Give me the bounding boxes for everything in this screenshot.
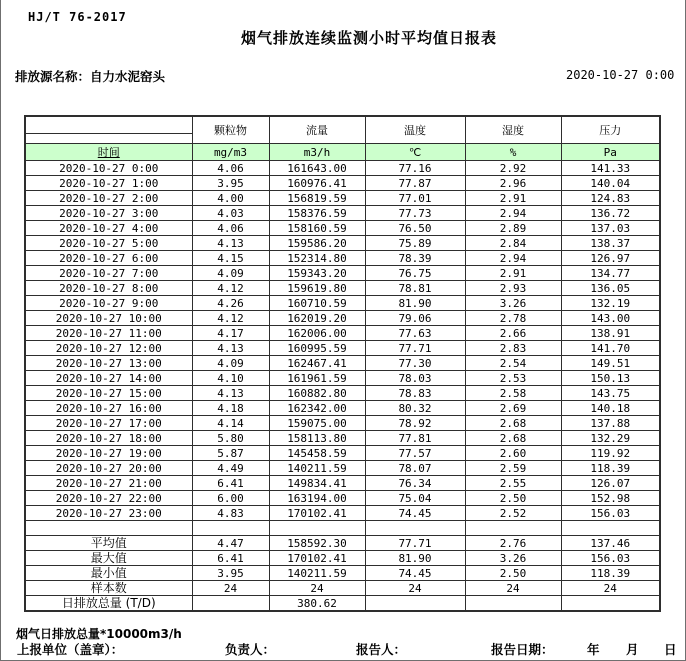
value-cell: 78.07 (365, 461, 465, 476)
hourly-data-row (25, 311, 660, 326)
value-cell: 2.68 (465, 416, 561, 431)
value-cell: 74.45 (365, 566, 465, 581)
value-cell: 78.83 (365, 386, 465, 401)
value-cell: 2.50 (465, 566, 561, 581)
value-cell: 2.76 (465, 536, 561, 551)
value-cell: 76.34 (365, 476, 465, 491)
value-cell: 152.98 (561, 491, 660, 506)
spacer-cell (192, 521, 269, 536)
value-cell: 140.18 (561, 401, 660, 416)
value-cell: 2.89 (465, 221, 561, 236)
unit-pressure: Pa (561, 144, 660, 161)
value-cell: 118.39 (561, 566, 660, 581)
value-cell: 145458.59 (269, 446, 365, 461)
hourly-data-row (25, 476, 660, 491)
value-cell: 2.60 (465, 446, 561, 461)
summary-rows (25, 536, 660, 612)
value-cell: 24 (192, 581, 269, 596)
spacer-row (25, 521, 660, 536)
row-label-cell: 2020-10-27 12:00 (25, 341, 192, 356)
value-cell: 2.52 (465, 506, 561, 521)
total-emission-note: 烟气日排放总量*10000m3/h (16, 627, 182, 641)
hourly-data-row (25, 491, 660, 506)
value-cell: 160976.41 (269, 176, 365, 191)
value-cell: 4.13 (192, 341, 269, 356)
value-cell: 4.18 (192, 401, 269, 416)
row-label-cell: 样本数 (25, 581, 192, 596)
value-cell: 158113.80 (269, 431, 365, 446)
value-cell: 81.90 (365, 551, 465, 566)
value-cell: 152314.80 (269, 251, 365, 266)
column-header-humidity: 湿度 (465, 116, 561, 144)
value-cell: 158160.59 (269, 221, 365, 236)
row-label-cell: 2020-10-27 2:00 (25, 191, 192, 206)
value-cell: 132.19 (561, 296, 660, 311)
unit-humidity: % (465, 144, 561, 161)
value-cell: 2.69 (465, 401, 561, 416)
value-cell: 156.03 (561, 551, 660, 566)
value-cell: 150.13 (561, 371, 660, 386)
value-cell: 136.05 (561, 281, 660, 296)
value-cell: 141.70 (561, 341, 660, 356)
value-cell: 5.80 (192, 431, 269, 446)
value-cell: 2.55 (465, 476, 561, 491)
value-cell: 6.41 (192, 551, 269, 566)
title-row (1, 27, 686, 48)
value-cell: 137.03 (561, 221, 660, 236)
hourly-data-row (25, 386, 660, 401)
hourly-data-row (25, 221, 660, 236)
value-cell: 2.92 (465, 161, 561, 176)
row-label-cell: 2020-10-27 5:00 (25, 236, 192, 251)
hourly-data-row (25, 431, 660, 446)
row-label-cell: 2020-10-27 3:00 (25, 206, 192, 221)
value-cell: 3.95 (192, 176, 269, 191)
value-cell: 2.84 (465, 236, 561, 251)
value-cell (192, 596, 269, 612)
value-cell: 77.01 (365, 191, 465, 206)
value-cell: 2.78 (465, 311, 561, 326)
value-cell: 75.04 (365, 491, 465, 506)
value-cell: 2.94 (465, 206, 561, 221)
value-cell: 4.06 (192, 221, 269, 236)
hourly-data-row (25, 356, 660, 371)
row-label-cell: 2020-10-27 13:00 (25, 356, 192, 371)
row-label-cell: 日排放总量 (T/D) (25, 596, 192, 612)
row-label-cell: 2020-10-27 23:00 (25, 506, 192, 521)
value-cell: 75.89 (365, 236, 465, 251)
value-cell: 80.32 (365, 401, 465, 416)
hourly-data-row (25, 341, 660, 356)
value-cell: 119.92 (561, 446, 660, 461)
value-cell: 2.83 (465, 341, 561, 356)
value-cell: 170102.41 (269, 551, 365, 566)
value-cell: 124.83 (561, 191, 660, 206)
value-cell: 4.83 (192, 506, 269, 521)
value-cell: 159586.20 (269, 236, 365, 251)
value-cell: 2.93 (465, 281, 561, 296)
hourly-data-row (25, 191, 660, 206)
row-label-cell: 2020-10-27 8:00 (25, 281, 192, 296)
value-cell: 160995.59 (269, 341, 365, 356)
value-cell: 160710.59 (269, 296, 365, 311)
column-header-particulate: 颗粒物 (192, 116, 269, 144)
value-cell: 2.68 (465, 431, 561, 446)
value-cell: 162467.41 (269, 356, 365, 371)
summary-row (25, 566, 660, 581)
reporter-label: 报告人： (356, 642, 407, 657)
column-header-flow: 流量 (269, 116, 365, 144)
value-cell: 24 (561, 581, 660, 596)
row-label-cell: 2020-10-27 0:00 (25, 161, 192, 176)
hourly-data-row (25, 326, 660, 341)
responsible-person-label: 负责人： (225, 642, 276, 657)
value-cell (465, 596, 561, 612)
unit-flow: m3/h (269, 144, 365, 161)
spacer-cell (269, 521, 365, 536)
value-cell: 2.91 (465, 266, 561, 281)
spacer-cell (25, 521, 192, 536)
value-cell: 126.97 (561, 251, 660, 266)
value-cell: 4.12 (192, 311, 269, 326)
value-cell: 2.50 (465, 491, 561, 506)
row-label-cell: 2020-10-27 6:00 (25, 251, 192, 266)
standard-code: HJ/T 76-2017 (28, 10, 127, 24)
unit-particulate: mg/m3 (192, 144, 269, 161)
value-cell: 170102.41 (269, 506, 365, 521)
row-label-cell: 2020-10-27 9:00 (25, 296, 192, 311)
corner-cell-top (25, 116, 192, 134)
value-cell: 156819.59 (269, 191, 365, 206)
value-cell: 4.14 (192, 416, 269, 431)
value-cell: 77.71 (365, 341, 465, 356)
value-cell: 134.77 (561, 266, 660, 281)
value-cell: 136.72 (561, 206, 660, 221)
spacer-cell (561, 521, 660, 536)
hourly-data-row (25, 266, 660, 281)
value-cell: 158376.59 (269, 206, 365, 221)
hourly-data-row (25, 446, 660, 461)
value-cell: 4.00 (192, 191, 269, 206)
row-label-cell: 2020-10-27 22:00 (25, 491, 192, 506)
value-cell: 140.04 (561, 176, 660, 191)
value-cell (365, 596, 465, 612)
spacer-cell (465, 521, 561, 536)
value-cell: 2.91 (465, 191, 561, 206)
value-cell: 126.07 (561, 476, 660, 491)
value-cell: 4.13 (192, 236, 269, 251)
value-cell: 380.62 (269, 596, 365, 612)
value-cell: 79.06 (365, 311, 465, 326)
value-cell: 4.47 (192, 536, 269, 551)
hourly-data-row (25, 176, 660, 191)
value-cell: 159343.20 (269, 266, 365, 281)
value-cell: 4.17 (192, 326, 269, 341)
value-cell: 78.92 (365, 416, 465, 431)
value-cell: 76.50 (365, 221, 465, 236)
hourly-rows (25, 161, 660, 521)
source-label: 排放源名称： (15, 69, 91, 84)
value-cell: 149.51 (561, 356, 660, 371)
hourly-data-row (25, 161, 660, 176)
source-name: 自力水泥窑头 (90, 69, 166, 84)
row-label-cell: 最小值 (25, 566, 192, 581)
value-cell: 6.41 (192, 476, 269, 491)
spacer-section (25, 521, 660, 536)
value-cell: 140211.59 (269, 566, 365, 581)
value-cell: 160882.80 (269, 386, 365, 401)
row-label-cell: 2020-10-27 21:00 (25, 476, 192, 491)
row-label-cell: 2020-10-27 11:00 (25, 326, 192, 341)
hourly-data-row (25, 296, 660, 311)
time-header-cell (25, 144, 192, 161)
value-cell: 138.37 (561, 236, 660, 251)
value-cell: 162006.00 (269, 326, 365, 341)
value-cell: 4.13 (192, 386, 269, 401)
value-cell: 143.00 (561, 311, 660, 326)
value-cell: 162019.20 (269, 311, 365, 326)
row-label-cell: 2020-10-27 15:00 (25, 386, 192, 401)
value-cell: 4.10 (192, 371, 269, 386)
value-cell: 3.26 (465, 296, 561, 311)
hourly-data-row (25, 506, 660, 521)
row-label-cell: 2020-10-27 10:00 (25, 311, 192, 326)
row-label-cell: 最大值 (25, 551, 192, 566)
value-cell: 24 (365, 581, 465, 596)
value-cell: 77.73 (365, 206, 465, 221)
corner-cell-bottom (25, 134, 192, 144)
monitoring-data-table (24, 115, 661, 612)
value-cell: 6.00 (192, 491, 269, 506)
value-cell: 24 (465, 581, 561, 596)
day-label: 日 (664, 642, 677, 657)
year-label: 年 (587, 642, 600, 657)
value-cell: 158592.30 (269, 536, 365, 551)
value-cell: 5.87 (192, 446, 269, 461)
spacer-cell (365, 521, 465, 536)
unit-temperature: ℃ (365, 144, 465, 161)
value-cell: 4.09 (192, 356, 269, 371)
value-cell: 4.49 (192, 461, 269, 476)
value-cell: 2.58 (465, 386, 561, 401)
report-datetime: 2020-10-27 0:00 (566, 68, 675, 82)
page-title: 烟气排放连续监测小时平均值日报表 (240, 29, 497, 47)
value-cell: 2.54 (465, 356, 561, 371)
value-cell: 156.03 (561, 506, 660, 521)
column-header-temperature: 温度 (365, 116, 465, 144)
value-cell: 78.81 (365, 281, 465, 296)
value-cell: 137.88 (561, 416, 660, 431)
value-cell: 143.75 (561, 386, 660, 401)
value-cell: 2.53 (465, 371, 561, 386)
row-label-cell: 2020-10-27 7:00 (25, 266, 192, 281)
row-label-cell: 2020-10-27 20:00 (25, 461, 192, 476)
value-cell: 161961.59 (269, 371, 365, 386)
value-cell: 77.63 (365, 326, 465, 341)
value-cell: 137.46 (561, 536, 660, 551)
value-cell: 118.39 (561, 461, 660, 476)
value-cell: 78.39 (365, 251, 465, 266)
value-cell: 4.26 (192, 296, 269, 311)
value-cell: 77.87 (365, 176, 465, 191)
value-cell: 149834.41 (269, 476, 365, 491)
value-cell: 2.59 (465, 461, 561, 476)
value-cell: 138.91 (561, 326, 660, 341)
value-cell: 132.29 (561, 431, 660, 446)
value-cell: 140211.59 (269, 461, 365, 476)
hourly-data-row (25, 416, 660, 431)
value-cell: 4.06 (192, 161, 269, 176)
value-cell (561, 596, 660, 612)
value-cell: 4.09 (192, 266, 269, 281)
hourly-data-row (25, 401, 660, 416)
summary-row (25, 581, 660, 596)
value-cell: 163194.00 (269, 491, 365, 506)
value-cell: 77.30 (365, 356, 465, 371)
value-cell: 74.45 (365, 506, 465, 521)
value-cell: 141.33 (561, 161, 660, 176)
reporting-unit-label: 上报单位（盖章）： (17, 642, 124, 657)
summary-row (25, 551, 660, 566)
hourly-data-row (25, 371, 660, 386)
value-cell: 77.57 (365, 446, 465, 461)
hourly-data-row (25, 461, 660, 476)
hourly-data-row (25, 281, 660, 296)
row-label-cell: 2020-10-27 17:00 (25, 416, 192, 431)
value-cell: 162342.00 (269, 401, 365, 416)
value-cell: 3.26 (465, 551, 561, 566)
time-header-label: 时间 (97, 146, 120, 159)
value-cell: 4.12 (192, 281, 269, 296)
row-label-cell: 2020-10-27 4:00 (25, 221, 192, 236)
value-cell: 159075.00 (269, 416, 365, 431)
hourly-data-row (25, 236, 660, 251)
value-cell: 4.03 (192, 206, 269, 221)
value-cell: 2.96 (465, 176, 561, 191)
row-label-cell: 2020-10-27 16:00 (25, 401, 192, 416)
row-label-cell: 2020-10-27 1:00 (25, 176, 192, 191)
emission-source-line (15, 67, 165, 85)
value-cell: 4.15 (192, 251, 269, 266)
row-label-cell: 2020-10-27 14:00 (25, 371, 192, 386)
units-row (25, 144, 660, 161)
value-cell: 2.94 (465, 251, 561, 266)
value-cell: 81.90 (365, 296, 465, 311)
hourly-data-row (25, 251, 660, 266)
value-cell: 78.03 (365, 371, 465, 386)
summary-row (25, 536, 660, 551)
summary-row (25, 596, 660, 612)
value-cell: 76.75 (365, 266, 465, 281)
column-label-row (25, 116, 660, 134)
row-label-cell: 2020-10-27 19:00 (25, 446, 192, 461)
value-cell: 159619.80 (269, 281, 365, 296)
row-label-cell: 平均值 (25, 536, 192, 551)
month-label: 月 (626, 642, 639, 657)
value-cell: 2.66 (465, 326, 561, 341)
table-header (25, 116, 660, 161)
report-date-label: 报告日期： (491, 642, 554, 657)
value-cell: 77.16 (365, 161, 465, 176)
column-header-pressure: 压力 (561, 116, 660, 144)
value-cell: 77.71 (365, 536, 465, 551)
row-label-cell: 2020-10-27 18:00 (25, 431, 192, 446)
value-cell: 77.81 (365, 431, 465, 446)
value-cell: 161643.00 (269, 161, 365, 176)
value-cell: 24 (269, 581, 365, 596)
hourly-data-row (25, 206, 660, 221)
value-cell: 3.95 (192, 566, 269, 581)
